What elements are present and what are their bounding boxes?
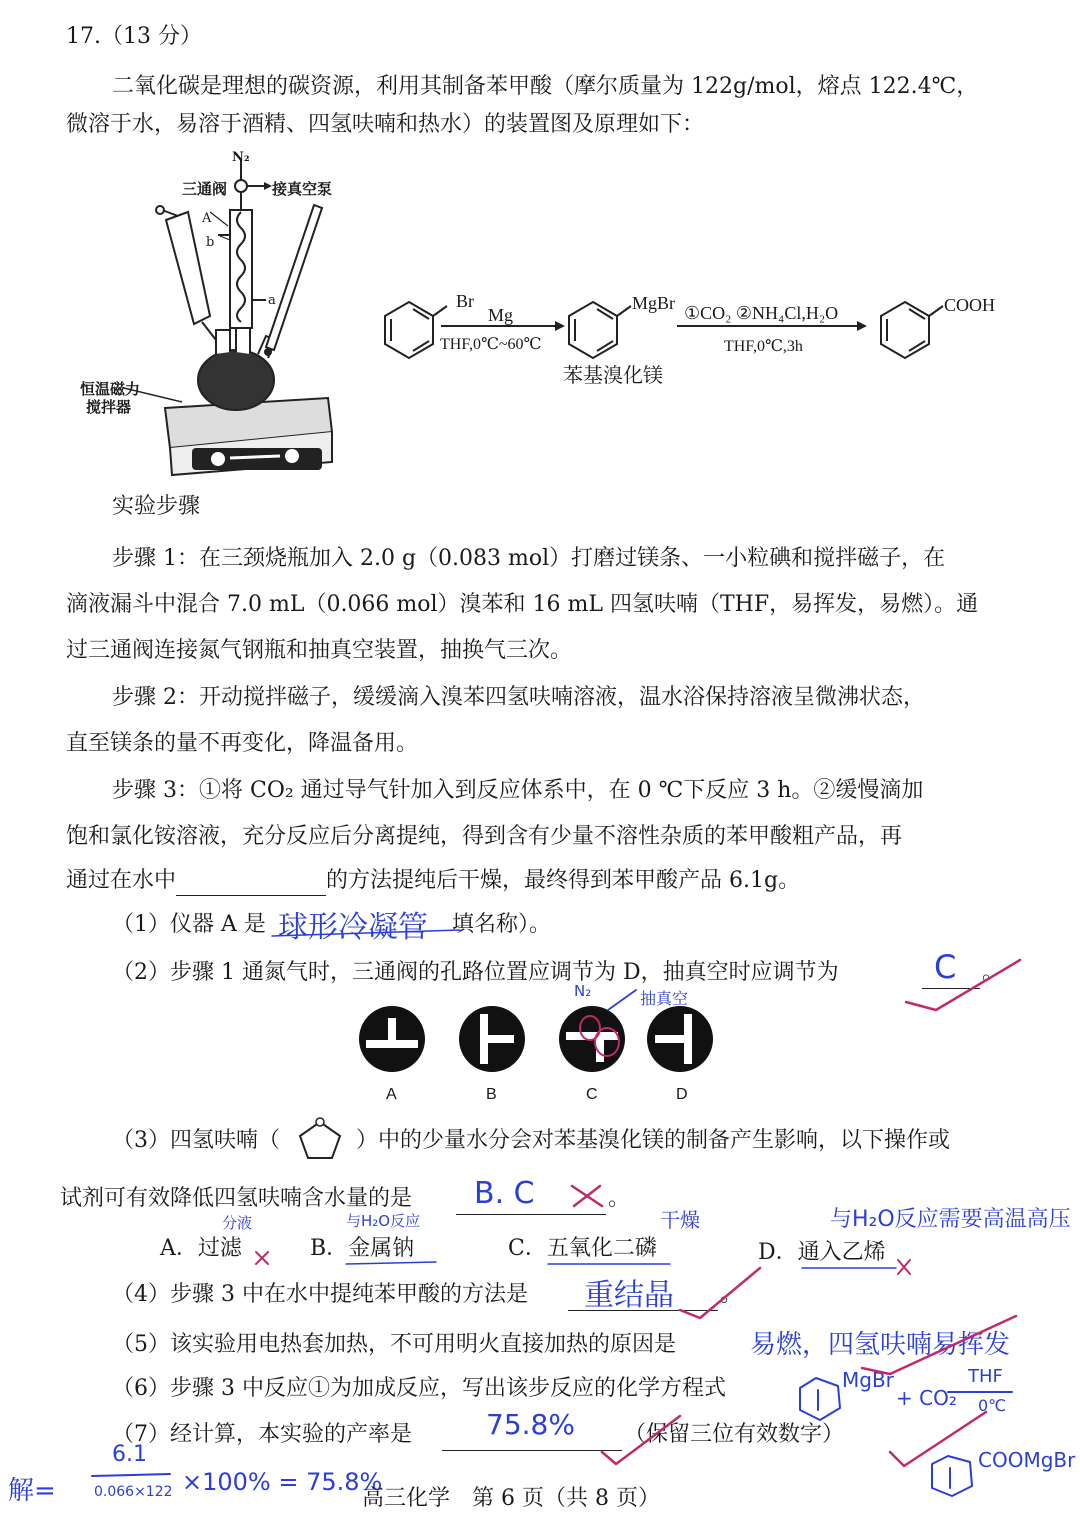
label-vacuum: 接真空泵 [272, 180, 333, 198]
answer-2-note-1: N₂ [574, 982, 592, 1000]
question-number: 17.（13 分） [66, 24, 202, 49]
answer-6-mgbr: MgBr [842, 1368, 894, 1392]
answer-2: C [934, 948, 957, 986]
reagent-mg: Mg [488, 305, 514, 325]
condition-2: THF,0℃,3h [724, 338, 803, 355]
answer-6-co2: + CO₂ [896, 1386, 957, 1410]
condition-1: THF,0℃~60℃ [440, 336, 542, 353]
valve-label-d: D [676, 1086, 688, 1103]
q5-text: （5）该实验用电热套加热，不可用明火直接加热的原因是 [112, 1332, 676, 1357]
q1-text-a: （1）仪器 A 是 [112, 912, 266, 937]
label-valve: 三通阀 [182, 180, 228, 198]
label-n2: N₂ [232, 150, 250, 165]
product-cooh: COOH [944, 295, 996, 315]
label-A: A [202, 211, 212, 226]
step2-line-b: 直至镁条的量不再变化，降温备用。 [66, 731, 419, 756]
option-c: C．五氧化二磷 [508, 1236, 657, 1261]
reagent-2: ①CO₂ ②NH₄Cl,H₂O [684, 303, 839, 323]
q3-text-b: ）中的少量水分会对苯基溴化镁的制备产生影响，以下操作或 [356, 1128, 951, 1153]
calc-prefix: 解= [8, 1476, 56, 1506]
option-a-note: 分液 [222, 1214, 253, 1232]
label-stirrer-2: 搅拌器 [86, 398, 132, 416]
q3-end: 。 [608, 1186, 631, 1211]
option-d-note: 与H₂O反应需要高温高压 [830, 1207, 1071, 1232]
intermediate-mgbr: MgBr [632, 293, 676, 313]
q4-text: （4）步骤 3 中在水中提纯苯甲酸的方法是 [112, 1282, 528, 1307]
q7-text: （7）经计算，本实验的产率是 [112, 1422, 412, 1447]
answer-1: 球形冷凝管 [278, 910, 428, 945]
q3-text-c: 试剂可有效降低四氢呋喃含水量的是 [60, 1186, 413, 1211]
valve-label-c: C [586, 1086, 598, 1103]
answer-2-note-2: 抽真空 [640, 989, 689, 1008]
step1-line-a: 步骤 1：在三颈烧瓶加入 2.0 g（0.083 mol）打磨过镁条、一小粒碘和搅拌磁子，在 [112, 546, 946, 571]
label-stirrer-1: 恒温磁力 [80, 380, 141, 398]
q6-text: （6）步骤 3 中反应①为加成反应，写出该步反应的化学方程式 [112, 1376, 726, 1401]
valve-label-a: A [386, 1086, 397, 1103]
reactant-br: Br [456, 291, 474, 311]
calc-denominator: 0.066×122 [94, 1484, 173, 1500]
step3-line-b: 饱和氯化铵溶液，充分反应后分离提纯，得到含有少量不溶性杂质的苯甲酸粗产品，再 [66, 824, 903, 849]
step3-line-a: 步骤 3：①将 CO₂ 通过导气针加入到反应体系中，在 0 ℃下反应 3 h。②缓慢滴加 [112, 778, 924, 803]
q4-end: 。 [720, 1282, 743, 1307]
q7-end: （保留三位有效数字） [624, 1422, 845, 1447]
q2-text: （2）步骤 1 通氮气时，三通阀的孔路位置应调节为 D，抽真空时应调节为 [112, 960, 839, 985]
label-b: b [206, 235, 215, 250]
steps-heading: 实验步骤 [112, 494, 201, 519]
label-a: a [268, 293, 276, 308]
step1-line-c: 过三通阀连接氮气钢瓶和抽真空装置，抽换气三次。 [66, 638, 573, 663]
calc-result: ×100% = 75.8% [182, 1468, 383, 1496]
calc-numerator: 6.1 [112, 1442, 147, 1467]
valve-label-b: B [486, 1086, 497, 1103]
answer-3: B. C [474, 1176, 535, 1211]
option-c-note: 干燥 [660, 1208, 700, 1232]
answer-4: 重结晶 [584, 1278, 674, 1313]
option-b-note: 与H₂O反应 [346, 1212, 421, 1230]
option-d: D．通入乙烯 [758, 1240, 886, 1265]
intro-line-1: 二氧化碳是理想的碳资源，利用其制备苯甲酸（摩尔质量为 122g/mol，熔点 122.4℃， [112, 74, 979, 99]
step3-c1: 通过在水中 [66, 868, 177, 893]
q1-text-b: 填名称）。 [452, 912, 552, 937]
q2-end: 。 [982, 960, 1005, 985]
answer-5: 易燃，四氢呋喃易挥发 [750, 1330, 1011, 1360]
intro-line-2: 微溶于水，易溶于酒精、四氢呋喃和热水）的装置图及原理如下： [66, 112, 705, 137]
answer-6-thf: THF [968, 1366, 1003, 1387]
step1-line-b: 滴液漏斗中混合 7.0 mL（0.066 mol）溴苯和 16 mL 四氢呋喃（THF，易挥发，易燃）。通 [66, 592, 979, 617]
answer-6-product: COOMgBr [978, 1448, 1076, 1472]
option-b: B．金属钠 [310, 1236, 415, 1261]
page-footer: 高三化学 第 6 页（共 8 页） [362, 1486, 660, 1511]
answer-7: 75.8% [486, 1408, 575, 1441]
step3-c2: 的方法提纯后干燥，最终得到苯甲酸产品 6.1g。 [326, 868, 801, 893]
intermediate-name: 苯基溴化镁 [563, 363, 663, 387]
option-a: A．过滤 [160, 1236, 242, 1261]
step2-line-a: 步骤 2：开动搅拌磁子，缓缓滴入溴苯四氢呋喃溶液，温水浴保持溶液呈微沸状态， [112, 685, 925, 710]
answer-6-temp: 0℃ [978, 1396, 1007, 1415]
q3-text-a: （3）四氢呋喃（ [112, 1128, 280, 1153]
